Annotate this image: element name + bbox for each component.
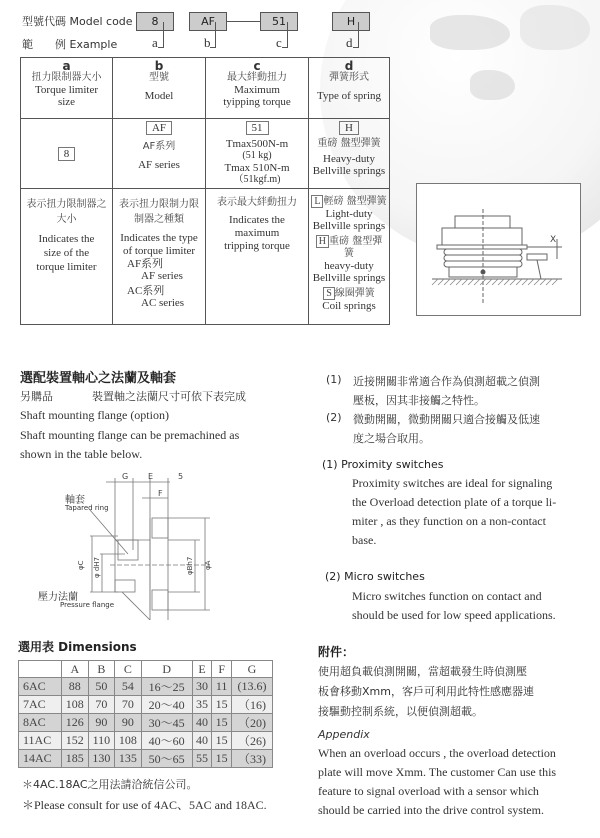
- header-cell-a: [21, 58, 113, 119]
- column-header: C: [115, 661, 142, 678]
- table-cell: （20): [232, 714, 273, 732]
- code-pointer-d: [353, 22, 359, 48]
- table-cell: 15: [212, 714, 232, 732]
- example-tag: H: [339, 121, 359, 135]
- code-box-c: 51: [260, 12, 298, 31]
- header-en: Model: [144, 90, 174, 102]
- desc-ac-en: AC series: [141, 297, 185, 309]
- dim-g-label: G: [122, 472, 129, 481]
- example-en: Heavy-duty: [323, 153, 375, 165]
- header-letter: d: [344, 59, 354, 73]
- table-cell: 108: [115, 732, 142, 750]
- column-header: F: [212, 661, 232, 678]
- dimensions-row: [19, 750, 273, 768]
- dimensions-table: [18, 660, 273, 768]
- table-cell: 135: [115, 750, 142, 768]
- table-cell: 70: [115, 696, 142, 714]
- appendix-zh-2: 板會移動Xmm，客戶可利用此特性感應器連: [318, 685, 534, 698]
- table-cell: 110: [88, 732, 115, 750]
- code-letter-c: c: [276, 35, 282, 50]
- column-header: D: [141, 661, 192, 678]
- table-cell: 126: [62, 714, 89, 732]
- desc-zh: 表示扭力限制器之大小: [26, 199, 107, 225]
- spring-l-en: Bellville springs: [312, 220, 386, 232]
- desc-ac-zh: AC系列: [127, 285, 165, 297]
- column-header: E: [192, 661, 212, 678]
- row-header: 6AC: [19, 678, 62, 696]
- example-torque-1: Tmax500N-m: [225, 138, 289, 150]
- table-cell: 152: [62, 732, 89, 750]
- table-cell: 30～45: [141, 714, 192, 732]
- header-zh: 彈簧形式: [329, 72, 369, 83]
- torque-limiter-figure: [416, 183, 581, 316]
- desc-af-zh: AF系列: [127, 258, 164, 270]
- table-cell: 88: [62, 678, 89, 696]
- appendix-en-3: feature to signal overload with a sensor which: [318, 784, 539, 798]
- code-pointer-c: [282, 22, 288, 48]
- table-cell: 20～40: [141, 696, 192, 714]
- model-code-table: [20, 57, 390, 325]
- header-cell-c: [206, 58, 309, 119]
- row-header: 8AC: [19, 714, 62, 732]
- spring-h-en: heavy-duty: [324, 260, 374, 272]
- header-en: Type of spring: [317, 90, 381, 102]
- header-letter: b: [154, 59, 164, 73]
- row-header: 7AC: [19, 696, 62, 714]
- example-zh: 重磅 盤型彈簧: [317, 138, 381, 149]
- table-cell: 70: [88, 696, 115, 714]
- dim-a-label: φA: [204, 560, 212, 570]
- spring-s-zh: 線圈彈簧: [334, 288, 375, 299]
- desc-en: Indicates the type of torque limiter: [120, 232, 198, 257]
- header-letter: c: [253, 59, 261, 73]
- switch-zh-1-b: 壓板，因其非接觸之特性。: [353, 394, 485, 407]
- appendix-title-en: Appendix: [318, 728, 370, 741]
- dimensions-row: [19, 678, 273, 696]
- table-cell: 50～65: [141, 750, 192, 768]
- flange-title: 選配裝置軸心之法蘭及軸套: [20, 371, 177, 386]
- dimensions-header-row: [19, 661, 273, 678]
- spring-tag-l: L: [311, 195, 323, 208]
- pressure-flange-zh: 壓力法蘭: [38, 592, 78, 603]
- table-cell: （16): [232, 696, 273, 714]
- switch-zh-1-a: 近接開關非常適合作為偵測超載之偵測: [353, 375, 540, 388]
- background-map-shape: [430, 15, 510, 50]
- proximity-text-3: miter , as they function on a non-contact: [352, 514, 546, 528]
- switch-zh-1-num: (1): [326, 373, 342, 386]
- code-letter-d: d: [346, 35, 353, 50]
- desc-af-en: AF series: [141, 270, 183, 282]
- example-cell-d: [309, 119, 390, 189]
- appendix-en-1: When an overload occurs , the overload detection: [318, 746, 556, 760]
- example-cell-c: [206, 119, 309, 189]
- switch-zh-2-b: 度之場合取用。: [353, 432, 430, 445]
- table-cell: 54: [115, 678, 142, 696]
- code-table-header-row: [21, 58, 390, 119]
- dim-e-label: E: [148, 472, 154, 481]
- example-cell-a: [21, 119, 113, 189]
- dim-5-label: 5: [178, 472, 184, 481]
- flange-option-en: Shaft mounting flange (option): [20, 408, 169, 422]
- column-header: A: [62, 661, 89, 678]
- example-en: AF series: [138, 159, 180, 171]
- header-zh: 型號: [149, 72, 169, 83]
- table-cell: 16～25: [141, 678, 192, 696]
- row-header: 14AC: [19, 750, 62, 768]
- tapered-ring-zh: 軸套: [65, 495, 85, 506]
- note-zh: ＊4AC.18AC之用法請洽統信公司。: [22, 778, 198, 791]
- desc-cell-a: [21, 189, 113, 325]
- spring-h-zh: 重磅 盤型彈簧: [329, 236, 383, 259]
- spring-h-en: Bellville springs: [312, 272, 386, 284]
- header-cell-d: [309, 58, 390, 119]
- dim-c-label: φC: [77, 560, 85, 570]
- code-box-d: H: [332, 12, 370, 31]
- code-table-desc-row: [21, 189, 390, 325]
- desc-cell-c: [206, 189, 309, 325]
- code-pointer-a: [158, 22, 164, 48]
- example-cell-b: [113, 119, 206, 189]
- table-cell: 30: [192, 678, 212, 696]
- appendix-en-4: should be carried into the drive control system.: [318, 803, 544, 817]
- torque-limiter-drawing: [417, 184, 580, 315]
- example-tag: AF: [146, 121, 172, 135]
- table-cell: 130: [88, 750, 115, 768]
- example-en: Bellville springs: [312, 165, 386, 177]
- table-cell: （26): [232, 732, 273, 750]
- desc-zh: 表示扭力限制力限制器之種類: [119, 199, 199, 225]
- header-zh: 最大絆動扭力: [227, 72, 287, 83]
- table-cell: （33): [232, 750, 273, 768]
- column-header: [19, 661, 62, 678]
- spring-l-zh: 輕磅 盤型彈簧: [323, 196, 387, 207]
- table-cell: 15: [212, 696, 232, 714]
- flange-desc-en-2: shown in the table below.: [20, 447, 143, 461]
- code-letter-b: b: [204, 35, 211, 50]
- model-code-label: 型號代碼 Model code: [22, 15, 133, 28]
- table-cell: 40～60: [141, 732, 192, 750]
- proximity-text-4: base.: [352, 533, 377, 547]
- proximity-text-1: Proximity switches are ideal for signaling: [352, 476, 553, 490]
- header-en: Torque limiter size: [34, 84, 99, 108]
- example-label: 範 例 Example: [22, 38, 118, 51]
- code-connector-line: [226, 21, 260, 22]
- spring-s-en: Coil springs: [322, 300, 376, 312]
- header-en: Maximum tyipping torque: [223, 84, 291, 108]
- code-box-b: AF: [189, 12, 227, 31]
- code-pointer-b: [210, 22, 216, 48]
- flange-desc-en-1: Shaft mounting flange can be premachined as: [20, 428, 240, 442]
- switch-zh-2-a: 微動開關，微動開關只適合接觸及低速: [353, 413, 540, 426]
- table-cell: 11: [212, 678, 232, 696]
- desc-cell-d: [309, 189, 390, 325]
- spring-l-en: Light-duty: [325, 208, 373, 220]
- header-zh: 扭力限制器大小: [31, 72, 102, 83]
- desc-zh: 表示最大絆動扭力: [217, 197, 297, 208]
- table-cell: 90: [88, 714, 115, 732]
- flange-option-zh: 另購品: [20, 390, 53, 403]
- dimensions-row: [19, 714, 273, 732]
- appendix-en-2: plate will move Xmm. The customer Can use this: [318, 765, 557, 779]
- appendix-zh-1: 使用超負載偵測開關，當超載發生時偵測壓: [318, 665, 527, 678]
- table-cell: 55: [192, 750, 212, 768]
- table-cell: 40: [192, 732, 212, 750]
- example-zh: AF系列: [142, 141, 176, 152]
- appendix-title-zh: 附件：: [318, 645, 355, 659]
- spring-tag-s: S: [323, 287, 335, 300]
- table-cell: 90: [115, 714, 142, 732]
- spring-tag-h: H: [316, 235, 329, 248]
- pressure-flange-en: Pressure flange: [60, 601, 115, 609]
- dim-b-label: φBh7: [186, 556, 194, 575]
- flange-desc-zh: 裝置軸之法蘭尺寸可依下表完成: [92, 390, 246, 403]
- background-map-shape: [470, 70, 515, 100]
- tapered-ring-en: Tapared ring: [65, 504, 109, 512]
- example-tag: 8: [58, 147, 76, 161]
- micro-text-1: Micro switches function on contact and: [352, 589, 542, 603]
- table-cell: 185: [62, 750, 89, 768]
- micro-text-2: should be used for low speed applications.: [352, 608, 556, 622]
- table-cell: 15: [212, 732, 232, 750]
- dimensions-row: [19, 696, 273, 714]
- table-cell: 108: [62, 696, 89, 714]
- proximity-title: (1) Proximity switches: [322, 458, 444, 471]
- example-torque-2: (51 kg): [242, 150, 272, 161]
- desc-en: Indicates the maximum tripping torque: [224, 214, 290, 252]
- desc-en: Indicates the size of the torque limiter: [36, 233, 97, 273]
- dimensions-row: [19, 732, 273, 750]
- code-box-a: 8: [136, 12, 174, 31]
- table-cell: (13.6): [232, 678, 273, 696]
- table-cell: 40: [192, 714, 212, 732]
- switch-zh-2-num: (2): [326, 411, 342, 424]
- note-en: ＊Please consult for use of 4AC、5AC and 18AC.: [22, 798, 267, 812]
- proximity-text-2: the Overload detection plate of a torque li-: [352, 495, 557, 509]
- dim-f-label: F: [158, 489, 163, 498]
- example-torque-3: Tmax 510N-m: [224, 162, 290, 174]
- row-header: 11AC: [19, 732, 62, 750]
- column-header: B: [88, 661, 115, 678]
- column-header: G: [232, 661, 273, 678]
- header-cell-b: [113, 58, 206, 119]
- dimensions-title: 選用表 Dimensions: [18, 640, 137, 654]
- code-table-example-row: [21, 119, 390, 189]
- example-tag: 51: [246, 121, 269, 135]
- appendix-zh-3: 接驅動控制系統，以便偵測超載。: [318, 705, 483, 718]
- table-cell: 35: [192, 696, 212, 714]
- table-cell: 50: [88, 678, 115, 696]
- micro-title: (2) Micro switches: [325, 570, 425, 583]
- table-cell: 15: [212, 750, 232, 768]
- header-letter: a: [62, 59, 71, 73]
- background-map-shape: [520, 5, 590, 50]
- code-letter-a: a: [152, 35, 158, 50]
- figure-x-label: X: [550, 235, 557, 245]
- dim-d-label: φ dH7: [93, 556, 101, 578]
- example-torque-4: （51kgf.m): [233, 174, 281, 185]
- desc-cell-b: [113, 189, 206, 325]
